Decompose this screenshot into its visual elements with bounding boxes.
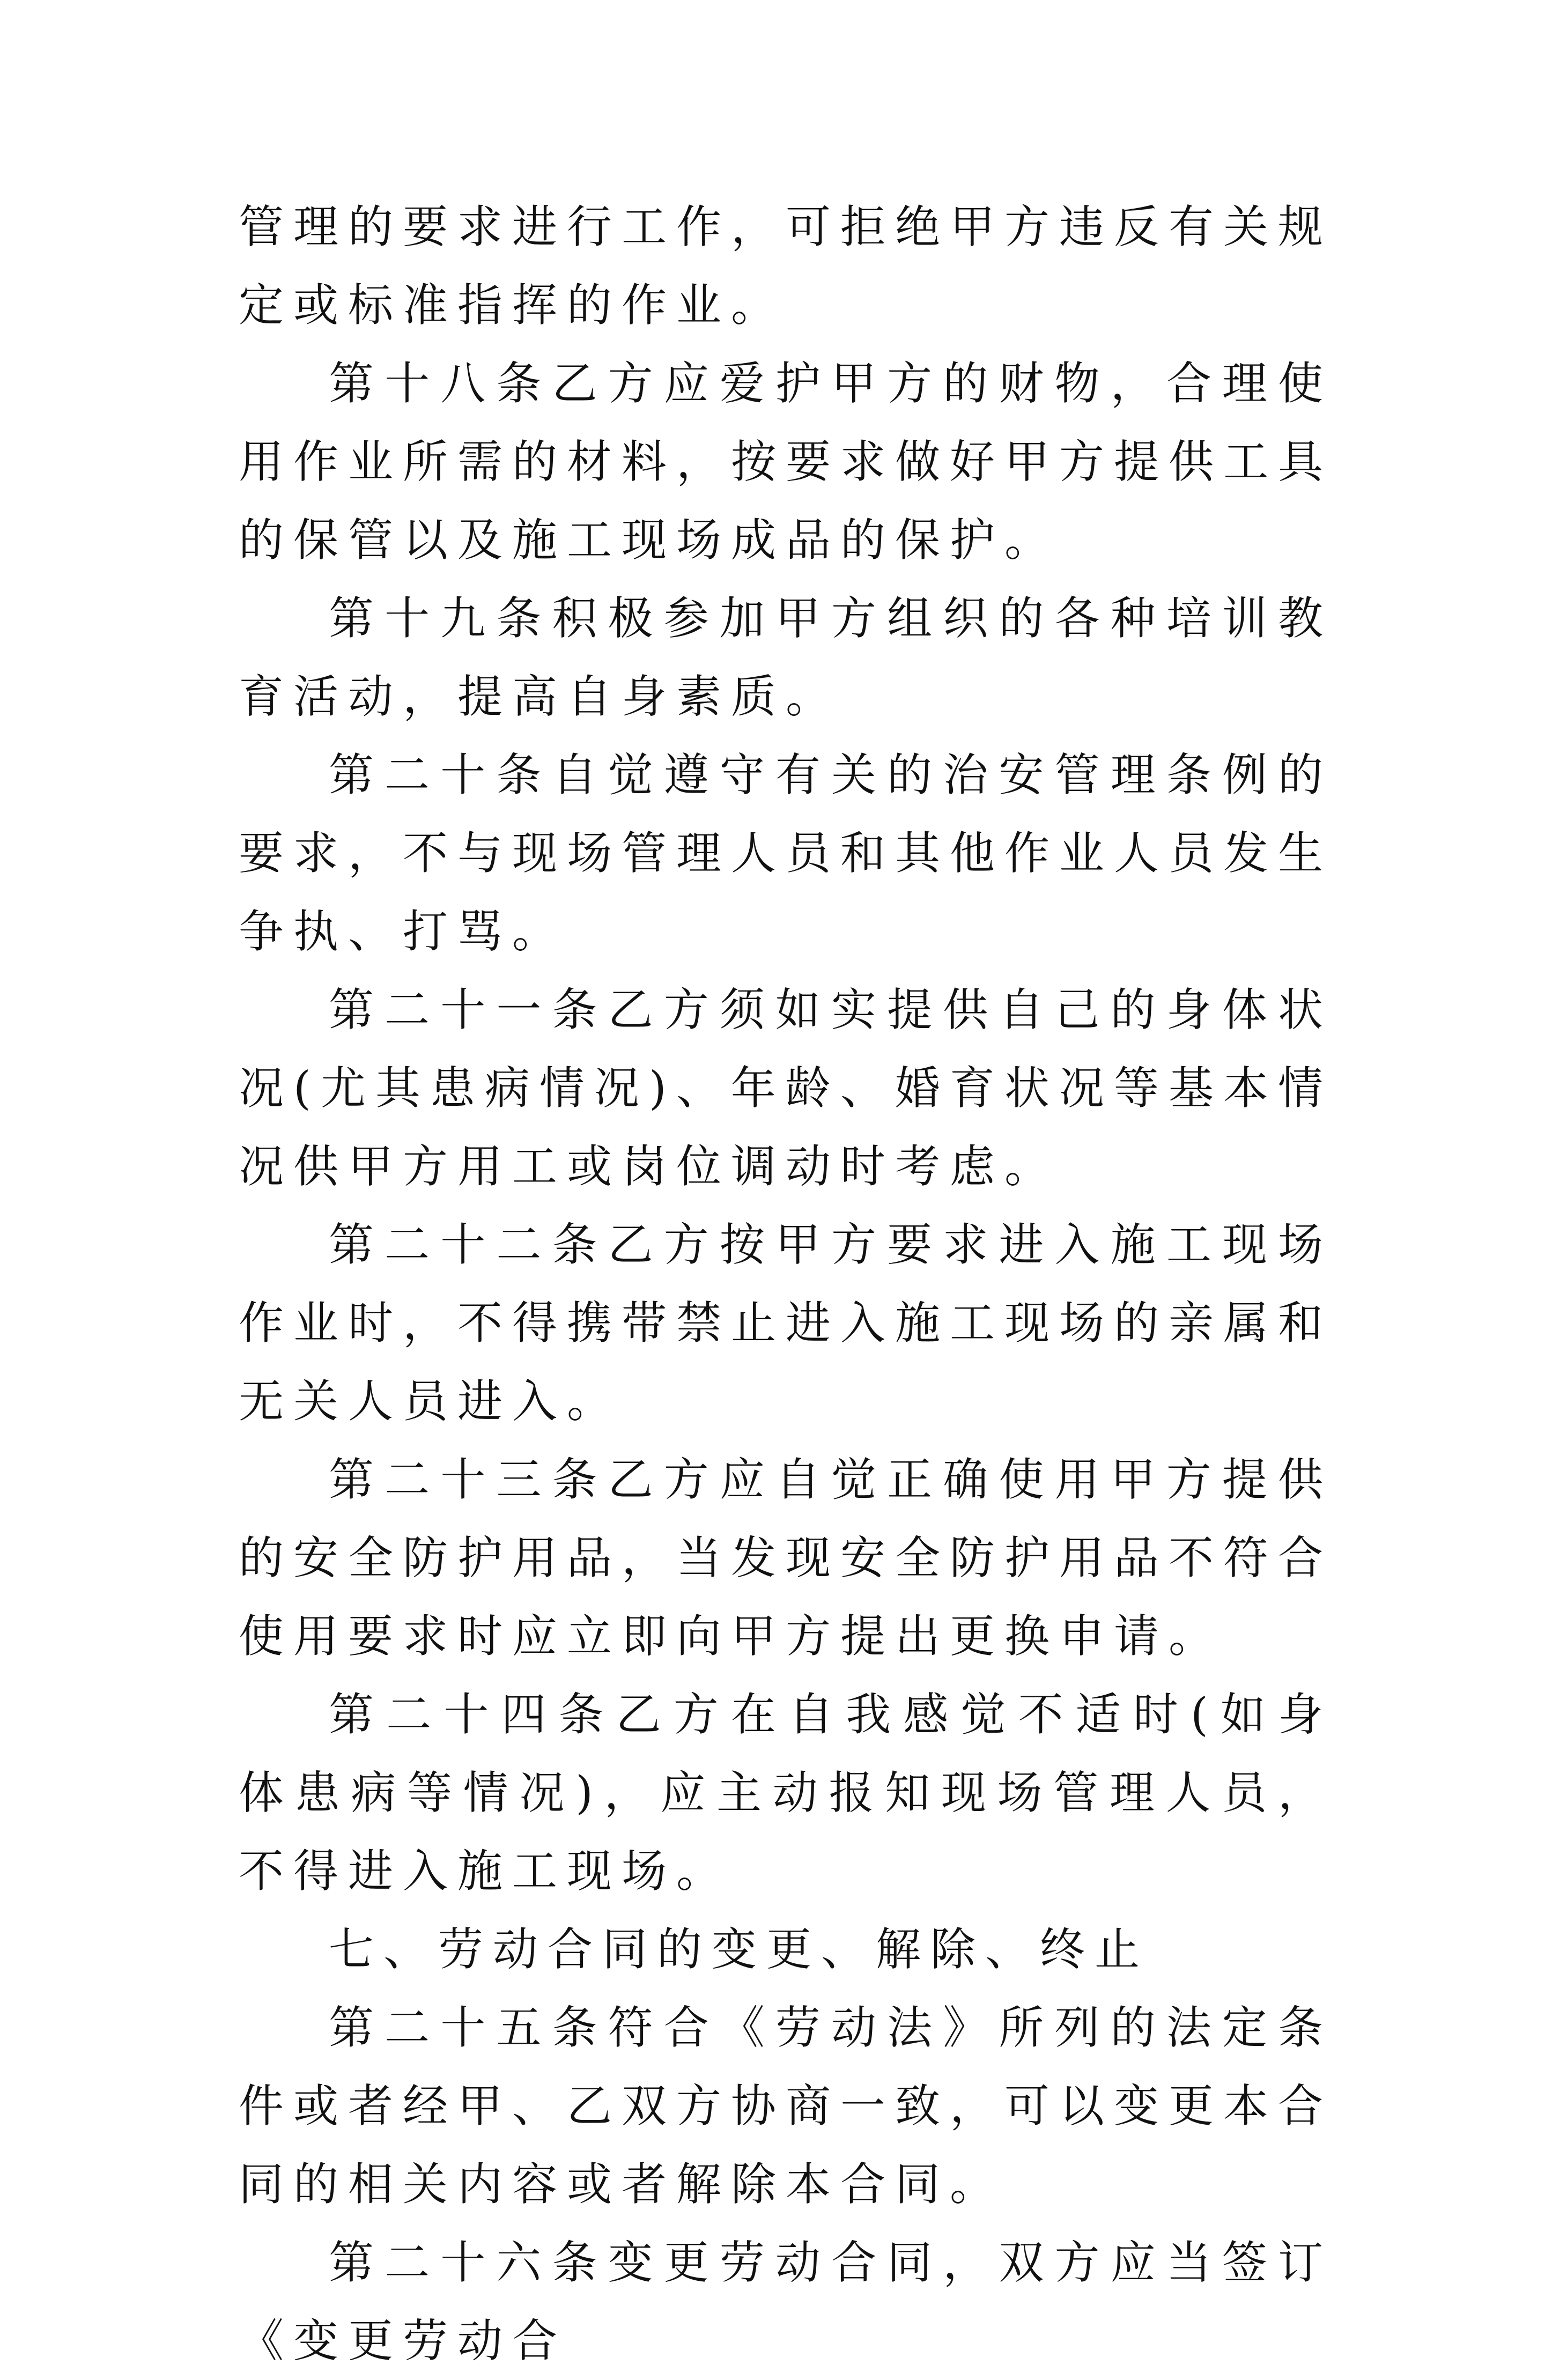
paragraph-article-20: 第二十条自觉遵守有关的治安管理条例的要求，不与现场管理人员和其他作业人员发生争执、打骂。 <box>239 749 1333 958</box>
paragraph-article-26: 第二十六条变更劳动合同，双方应当签订《变更劳动合 <box>239 2236 1333 2367</box>
paragraph-article-19: 第十九条积极参加甲方组织的各种培训教育活动，提高自身素质。 <box>239 592 1333 723</box>
paragraph-article-21: 第二十一条乙方须如实提供自己的身体状况(尤其患病情况)、年龄、婚育状况等基本情况供甲方用工或岗位调动时考虑。 <box>239 984 1333 1193</box>
paragraph-article-24: 第二十四条乙方在自我感觉不适时(如身体患病等情况)，应主动报知现场管理人员，不得进入施工现场。 <box>239 1688 1333 1897</box>
section-heading-7: 七、劳动合同的变更、解除、终止 <box>329 1923 1150 1976</box>
paragraph-article-22: 第二十二条乙方按甲方要求进入施工现场作业时，不得携带禁止进入施工现场的亲属和无关人员进入。 <box>239 1218 1333 1428</box>
paragraph-article-18: 第十八条乙方应爱护甲方的财物，合理使用作业所需的材料，按要求做好甲方提供工具的保管以及施工现场成品的保护。 <box>239 357 1333 566</box>
paragraph-article-25: 第二十五条符合《劳动法》所列的法定条件或者经甲、乙双方协商一致，可以变更本合同的相关内容或者解除本合同。 <box>239 2001 1333 2211</box>
paragraph-continuation: 管理的要求进行工作，可拒绝甲方违反有关规定或标准指挥的作业。 <box>239 201 1333 331</box>
document-body <box>239 188 1333 2380</box>
paragraph-article-23: 第二十三条乙方应自觉正确使用甲方提供的安全防护用品，当发现安全防护用品不符合使用要求时应立即向甲方提出更换申请。 <box>239 1453 1333 1662</box>
